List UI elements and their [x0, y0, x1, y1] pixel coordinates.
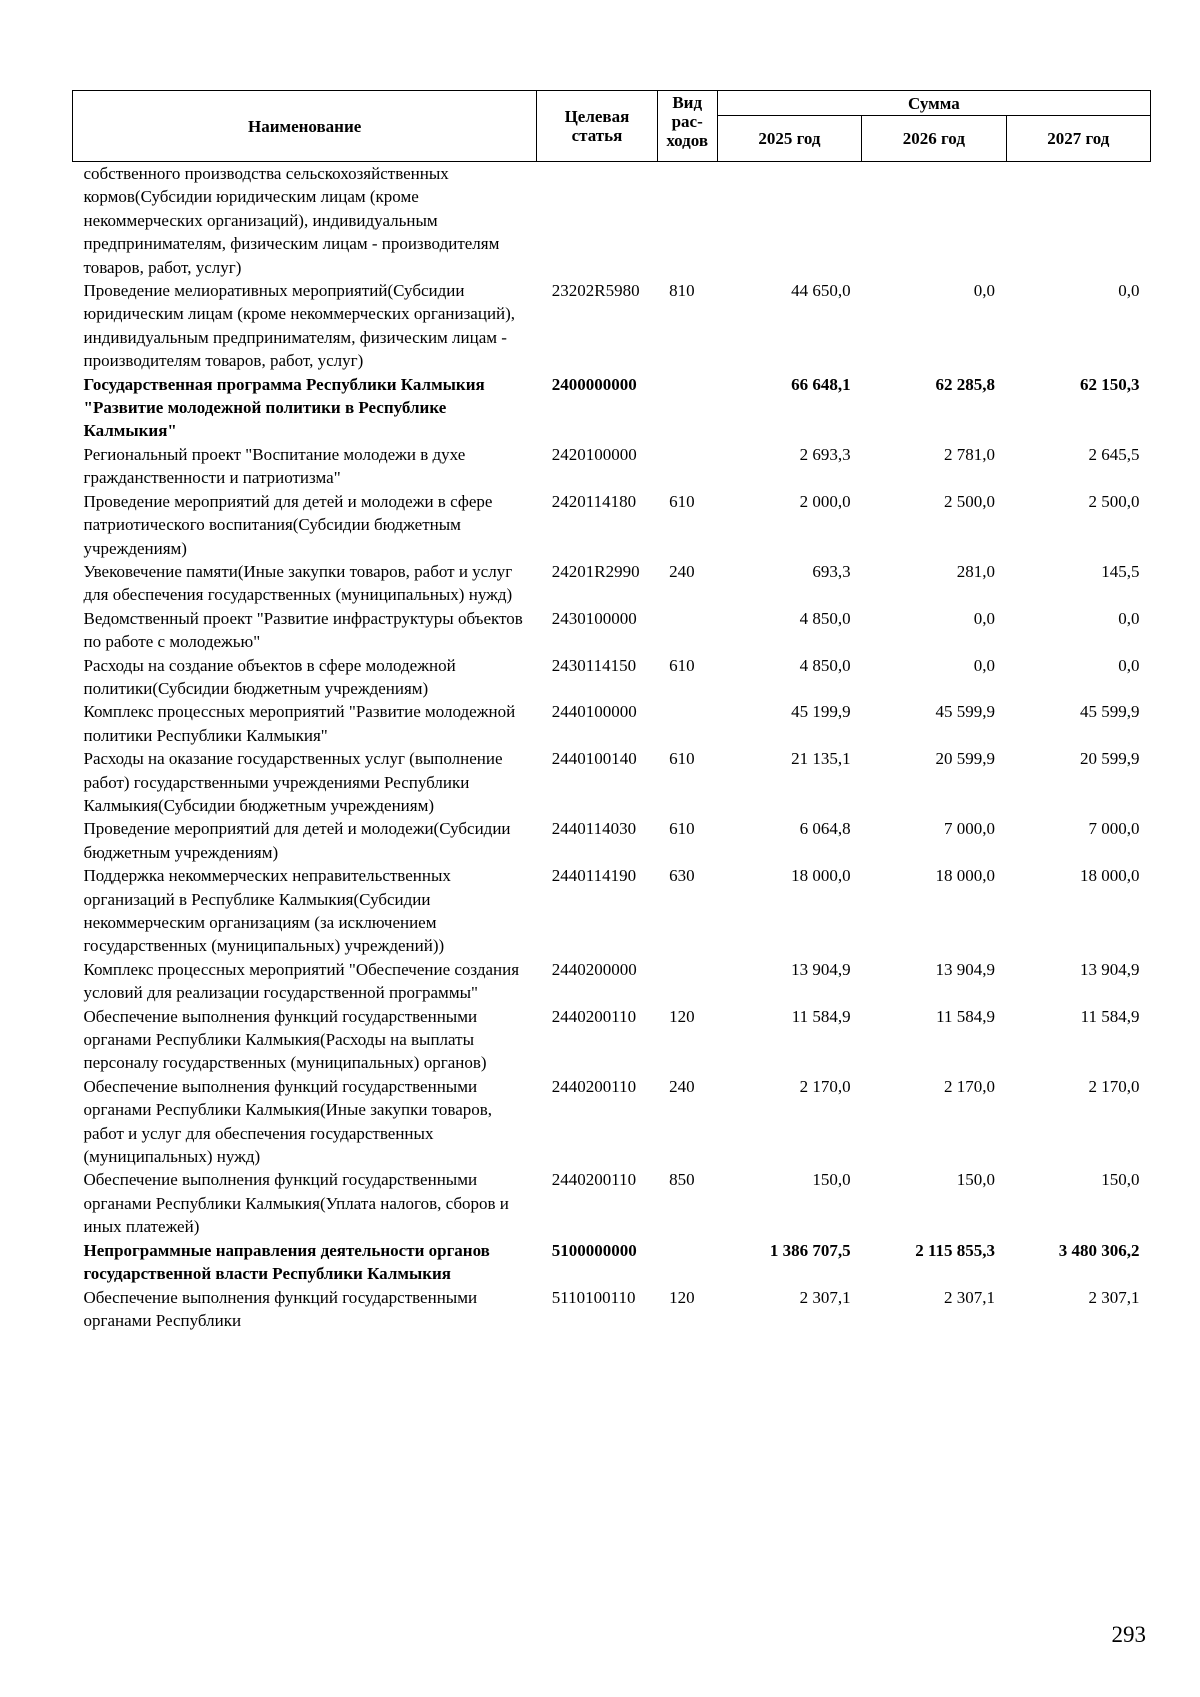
row-code: 2440200110	[551, 1006, 637, 1026]
row-vid: 610	[669, 491, 695, 511]
row-name: Региональный проект "Воспитание молодежи в духе гражданственности и патриотизма"	[83, 444, 466, 488]
row-code: 24201R2990	[551, 561, 640, 581]
table-row	[73, 443, 1151, 490]
row-2027: 145,5	[1101, 561, 1140, 581]
table-row	[73, 279, 1151, 373]
header-2027: 2027 год	[1006, 116, 1150, 162]
row-2026: 150,0	[956, 1170, 996, 1190]
row-2026: 0,0	[973, 655, 996, 675]
budget-page	[72, 90, 1151, 1332]
row-2027: 2 500,0	[1088, 491, 1140, 511]
row-2025: 2 000,0	[799, 491, 851, 511]
row-2025: 2 170,0	[799, 1076, 851, 1096]
row-2027: 2 170,0	[1088, 1076, 1140, 1096]
row-vid: 240	[669, 1076, 695, 1096]
row-2025	[717, 162, 861, 280]
row-vid	[657, 443, 717, 490]
table-row	[73, 1075, 1151, 1169]
row-2025: 2 693,3	[799, 444, 851, 464]
row-vid: 810	[669, 281, 695, 301]
table-header	[73, 91, 1151, 162]
row-2027: 2 645,5	[1088, 444, 1140, 464]
table-body	[73, 162, 1151, 1333]
row-2027: 2 307,1	[1088, 1287, 1140, 1307]
row-vid	[657, 607, 717, 654]
row-name: Непрограммные направления деятельности органов государственной власти Республики Калмыкия	[83, 1240, 490, 1284]
row-code: 2430114150	[551, 655, 637, 675]
row-vid: 630	[669, 866, 695, 886]
row-2027: 11 584,9	[1080, 1006, 1140, 1026]
row-2025: 66 648,1	[791, 374, 851, 394]
header-2025: 2025 год	[717, 116, 861, 162]
row-code: 2440100000	[551, 702, 637, 722]
table-row	[73, 958, 1151, 1005]
row-vid: 610	[669, 749, 695, 769]
row-vid: 240	[669, 561, 695, 581]
table-row	[73, 607, 1151, 654]
row-name: Расходы на оказание государственных услуг (выполнение работ) государственными учреждениями Республики Калмыкия(Субсидии бюджетным учреждениям)	[83, 749, 503, 815]
row-2025: 2 307,1	[799, 1287, 851, 1307]
row-vid	[657, 1239, 717, 1286]
row-2026: 0,0	[973, 281, 996, 301]
row-2026	[862, 162, 1006, 280]
page-number: 293	[1111, 1622, 1146, 1647]
header-code: Целевая статья	[537, 91, 657, 162]
row-name: Обеспечение выполнения функций государственными органами Республики Калмыкия(Расходы на выплаты персоналу государственных (муниципальных) органов)	[83, 1006, 487, 1073]
row-2027: 150,0	[1101, 1170, 1140, 1190]
row-2026: 2 307,1	[944, 1287, 996, 1307]
row-2027: 0,0	[1118, 608, 1140, 628]
table-row	[73, 373, 1151, 443]
row-name: Проведение мелиоративных мероприятий(Субсидии юридическим лицам (кроме некоммерческих организаций), индивидуальным предпринимателям, физическим лицам - производителям товаров, работ, услуг)	[83, 281, 516, 371]
table-row	[73, 490, 1151, 560]
row-name: Ведомственный проект "Развитие инфраструктуры объектов по работе с молодежью"	[83, 608, 523, 652]
table-row	[73, 1286, 1151, 1333]
row-vid	[657, 700, 717, 747]
row-code: 2440200000	[551, 959, 637, 979]
header-sum: Сумма	[717, 91, 1150, 116]
row-2027: 0,0	[1118, 281, 1140, 301]
row-2027: 0,0	[1118, 655, 1140, 675]
row-vid: 120	[669, 1287, 695, 1307]
row-name: Проведение мероприятий для детей и молодежи в сфере патриотического воспитания(Субсидии бюджетным учреждениям)	[83, 491, 493, 558]
row-name: Расходы на создание объектов в сфере молодежной политики(Субсидии бюджетным учреждениям)	[83, 655, 456, 698]
row-2027	[1006, 162, 1150, 280]
row-2027: 20 599,9	[1080, 749, 1140, 769]
row-2026: 2 170,0	[944, 1076, 996, 1096]
table-row	[73, 864, 1151, 958]
row-name: Государственная программа Республики Калмыкия "Развитие молодежной политики в Республике Калмыкия"	[83, 374, 485, 441]
row-2026: 281,0	[956, 561, 996, 581]
row-2025: 1 386 707,5	[769, 1240, 851, 1260]
row-2025: 6 064,8	[799, 819, 851, 839]
header-vid: Вид рас-ходов	[657, 91, 717, 162]
row-2026: 11 584,9	[936, 1006, 996, 1026]
row-code: 23202R5980	[551, 281, 640, 301]
budget-table	[72, 90, 1151, 1332]
row-code: 2440100140	[551, 749, 637, 769]
row-2027: 45 599,9	[1080, 702, 1140, 722]
row-vid: 120	[669, 1006, 695, 1026]
row-2027: 18 000,0	[1080, 866, 1140, 886]
row-name: Обеспечение выполнения функций государственными органами Республики	[83, 1287, 478, 1330]
row-2026: 2 500,0	[944, 491, 996, 511]
row-2027: 62 150,3	[1080, 374, 1140, 394]
row-vid	[657, 162, 717, 280]
row-code: 2430100000	[551, 608, 637, 628]
row-code: 2400000000	[551, 374, 637, 394]
row-2025: 4 850,0	[799, 608, 851, 628]
row-name: Обеспечение выполнения функций государственными органами Республики Калмыкия(Уплата налогов, сборов и иных платежей)	[83, 1170, 509, 1237]
row-2025: 45 199,9	[791, 702, 851, 722]
row-2026: 2 781,0	[944, 444, 996, 464]
row-code: 2420114180	[551, 491, 637, 511]
table-row	[73, 700, 1151, 747]
table-row	[73, 560, 1151, 607]
row-2026: 62 285,8	[935, 374, 996, 394]
row-vid: 610	[669, 819, 695, 839]
row-name: Поддержка некоммерческих неправительственных организаций в Республике Калмыкия(Субсидии некоммерческим организациям (за исключением государственных (муниципальных) учреждений))	[83, 866, 451, 956]
row-name: Проведение мероприятий для детей и молодежи(Субсидии бюджетным учреждениям)	[83, 819, 511, 862]
row-vid	[657, 373, 717, 443]
row-code: 5100000000	[551, 1240, 637, 1260]
table-row	[73, 747, 1151, 817]
row-name: Обеспечение выполнения функций государственными органами Республики Калмыкия(Иные закупки товаров, работ и услуг для обеспечения государственных (муниципальных) нужд)	[83, 1076, 493, 1167]
row-name: собственного производства сельскохозяйственных кормов(Субсидии юридическим лицам (кроме некоммерческих организаций), индивидуальным предпринимателям, физическим лицам - производителям товаров, работ, услуг)	[83, 164, 500, 277]
row-vid: 610	[669, 655, 695, 675]
table-row	[73, 1005, 1151, 1075]
row-vid	[657, 958, 717, 1005]
row-code: 2440114030	[551, 819, 637, 839]
header-2026: 2026 год	[862, 116, 1006, 162]
table-row	[73, 1168, 1151, 1238]
header-name: Наименование	[73, 91, 537, 162]
row-code: 2420100000	[551, 444, 637, 464]
row-code: 2440200110	[551, 1076, 637, 1096]
row-2027: 7 000,0	[1088, 819, 1140, 839]
row-2026: 20 599,9	[935, 749, 996, 769]
row-2025: 44 650,0	[791, 281, 851, 301]
row-code	[537, 162, 657, 280]
row-name: Комплекс процессных мероприятий "Развитие молодежной политики Республики Калмыкия"	[83, 702, 516, 745]
row-2026: 0,0	[973, 608, 996, 628]
table-row	[73, 654, 1151, 701]
row-2025: 11 584,9	[791, 1006, 851, 1026]
row-code: 2440200110	[551, 1170, 637, 1190]
row-2025: 13 904,9	[791, 959, 851, 979]
table-row	[73, 817, 1151, 864]
row-vid: 850	[669, 1170, 695, 1190]
row-2025: 21 135,1	[791, 749, 851, 769]
row-code: 5110100110	[551, 1287, 636, 1307]
row-2025: 18 000,0	[791, 866, 851, 886]
row-2026: 7 000,0	[944, 819, 996, 839]
row-2026: 18 000,0	[935, 866, 996, 886]
row-2025: 150,0	[812, 1170, 851, 1190]
row-name: Увековечение памяти(Иные закупки товаров, работ и услуг для обеспечения государственных (муниципальных) нужд)	[83, 561, 513, 605]
table-row	[73, 1239, 1151, 1286]
row-2027: 3 480 306,2	[1058, 1240, 1140, 1260]
row-2025: 693,3	[812, 561, 851, 581]
row-name: Комплекс процессных мероприятий "Обеспечение создания условий для реализации государственной программы"	[83, 959, 520, 1003]
table-row	[73, 162, 1151, 280]
row-2026: 45 599,9	[935, 702, 996, 722]
row-2026: 13 904,9	[935, 959, 996, 979]
row-2025: 4 850,0	[799, 655, 851, 675]
row-2026: 2 115 855,3	[915, 1240, 996, 1260]
row-2027: 13 904,9	[1080, 959, 1140, 979]
row-code: 2440114190	[551, 866, 637, 886]
